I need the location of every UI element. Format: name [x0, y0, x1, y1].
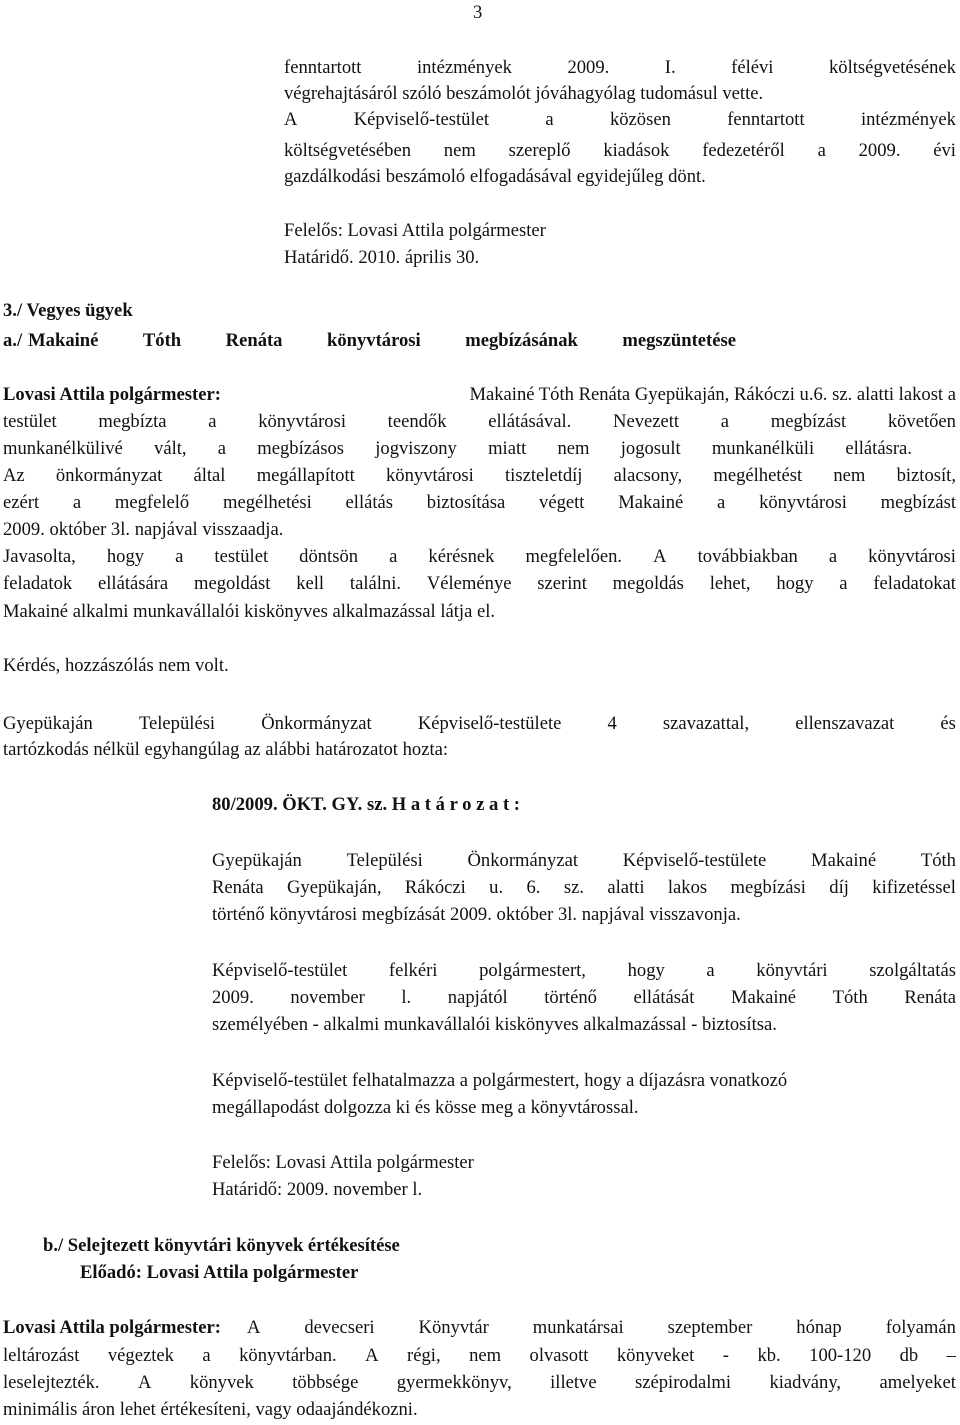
- word: Könyvtár: [418, 1317, 489, 1338]
- word: Tóth: [920, 850, 956, 871]
- word: Makainé: [731, 987, 797, 1008]
- item-b-line-2: [3, 1347, 956, 1366]
- word: hogy: [106, 546, 145, 567]
- word: 2009.: [858, 140, 901, 161]
- speaker-label: Lovasi Attila polgármester:: [3, 384, 221, 405]
- question-line: Kérdés, hozzászólás nem volt.: [3, 655, 229, 676]
- word: fedezetéről: [702, 140, 785, 161]
- word: könyvek: [189, 1372, 254, 1393]
- word: nem: [443, 140, 476, 161]
- word: és: [940, 713, 956, 734]
- word: könyvtári: [756, 960, 828, 981]
- word: a: [545, 109, 554, 130]
- word: fenntartott: [284, 57, 362, 78]
- word: A: [653, 546, 667, 567]
- word: leltározást: [3, 1345, 80, 1366]
- word: intézmények: [860, 109, 956, 130]
- word: polgármestert,: [479, 960, 586, 981]
- word: A: [365, 1345, 379, 1366]
- word: Gyepükaján,: [287, 877, 382, 898]
- top-line-1: [284, 59, 956, 78]
- vote-line-2: tartózkodás nélkül egyhangúlag az alábbi határozatot hozta:: [3, 739, 449, 760]
- word: Makainé: [618, 492, 684, 513]
- word: történő: [544, 987, 597, 1008]
- word: megbízásának: [465, 330, 578, 351]
- resolution-title: 80/2009. ÖKT. GY. sz. H a t á r o z a t :: [212, 794, 520, 815]
- word: napjától: [447, 987, 508, 1008]
- word: -: [722, 1345, 729, 1366]
- word: Az: [3, 465, 25, 486]
- word: intézmények: [416, 57, 512, 78]
- word: megbízta: [98, 411, 167, 432]
- word: könyvtárosi: [327, 330, 421, 351]
- word: amelyeket: [879, 1372, 956, 1393]
- top-line-2: végrehajtásáról szóló beszámolót jóváhagyólag tudomásul vette.: [284, 83, 764, 104]
- word: felkéri: [388, 960, 438, 981]
- word: megfelelő: [114, 492, 190, 513]
- word: A: [137, 1372, 152, 1393]
- word: devecseri: [304, 1317, 375, 1338]
- word: megoldás: [612, 573, 684, 594]
- item-a-prefix: a./: [3, 330, 23, 351]
- top-line-3: [284, 111, 956, 130]
- word: kérésnek: [428, 546, 495, 567]
- word: könyveket: [616, 1345, 695, 1366]
- word: 100-120: [809, 1345, 872, 1366]
- word: a: [839, 573, 848, 594]
- section-title: 3./ Vegyes ügyek: [3, 300, 133, 321]
- word: Települési: [138, 713, 216, 734]
- para-a-line-5: [3, 494, 956, 513]
- word: Önkormányzat: [467, 850, 578, 871]
- word: teendők: [387, 411, 447, 432]
- word: régi,: [407, 1345, 441, 1366]
- word: Nevezett: [613, 411, 680, 432]
- word: megszüntetése: [622, 330, 736, 351]
- word: találni.: [349, 573, 402, 594]
- word: a: [717, 492, 726, 513]
- word: tiszteletdíj: [505, 465, 583, 486]
- word: a: [817, 140, 826, 161]
- item-b-speaker-label: Lovasi Attila polgármester:: [3, 1317, 221, 1338]
- word: megoldást: [193, 573, 271, 594]
- word: A: [284, 109, 298, 130]
- word: –: [946, 1345, 956, 1366]
- word: Települési: [346, 850, 423, 871]
- word: többsége: [292, 1372, 359, 1393]
- word: nem: [833, 465, 866, 486]
- word: 6.: [526, 877, 541, 898]
- resolution-2-line-2: [212, 989, 956, 1008]
- item-a-responsible: Felelős: Lovasi Attila polgármester: [212, 1152, 474, 1173]
- word: díj: [829, 877, 849, 898]
- word: ezért: [3, 492, 40, 513]
- word: Renáta: [225, 330, 283, 351]
- word: szavazattal,: [662, 713, 750, 734]
- vote-line-1: [3, 715, 956, 734]
- word: megbízást: [770, 411, 847, 432]
- word: hogy: [627, 960, 665, 981]
- word: 2009.: [212, 987, 254, 1008]
- word: megbízási: [730, 877, 806, 898]
- word: alatti: [607, 877, 645, 898]
- item-b-line-1-rest: [247, 1319, 956, 1338]
- word: Képviselő-testület: [212, 960, 348, 981]
- word: a: [202, 1345, 211, 1366]
- word: könyvtárosi: [258, 411, 346, 432]
- word: ellátását: [633, 987, 695, 1008]
- word: végeztek: [107, 1345, 174, 1366]
- item-a-deadline: Határidő: 2009. november l.: [212, 1179, 423, 1200]
- word: megélhetést: [713, 465, 803, 486]
- para-a-line-6: 2009. október 3l. napjával visszaadja.: [3, 519, 284, 540]
- item-a-title: [3, 332, 736, 351]
- item-b-line-1: [3, 1319, 956, 1338]
- para-a-line-2: [3, 413, 956, 432]
- resolution-3-line-1: Képviselő-testület felhatalmazza a polgármestert, hogy a díjazásra vonatkozó: [212, 1070, 788, 1091]
- word: a: [706, 960, 715, 981]
- word: a: [175, 546, 184, 567]
- para-b-line-3: Makainé alkalmi munkavállalói kiskönyves alkalmazással látja el.: [3, 601, 496, 622]
- word: munkanélküli: [711, 438, 815, 459]
- word: Makainé: [811, 850, 877, 871]
- resolution-2-line-3: személyében - alkalmi munkavállalói kiskönyves alkalmazással - biztosítsa.: [212, 1014, 777, 1035]
- word: november: [290, 987, 365, 1008]
- para-b-line-1: [3, 548, 956, 567]
- word: Gyepükaján: [3, 713, 93, 734]
- word: ellenszavazat: [795, 713, 895, 734]
- item-b-line-3: [3, 1374, 956, 1393]
- page-number: 3: [473, 2, 483, 23]
- word: könyvtárban.: [239, 1345, 337, 1366]
- word: követően: [887, 411, 956, 432]
- word: Képviselő-testülete: [622, 850, 767, 871]
- word: A: [246, 1317, 261, 1338]
- word: a: [208, 411, 217, 432]
- word: szépirodalmi: [635, 1372, 732, 1393]
- resolution-2-line-1: [212, 962, 956, 981]
- word: 2009.: [567, 57, 610, 78]
- word: hónap: [796, 1317, 842, 1338]
- word: Renáta: [212, 877, 264, 898]
- word: szeptember: [667, 1317, 753, 1338]
- word: szerint: [537, 573, 587, 594]
- word: biztosít,: [896, 465, 956, 486]
- word: u.: [489, 877, 504, 898]
- word: a: [720, 411, 730, 432]
- word: gyermekkönyv,: [396, 1372, 512, 1393]
- word: szereplő: [508, 140, 571, 161]
- word: Képviselő-testület: [353, 109, 490, 130]
- word: 4: [607, 713, 617, 734]
- resolution-1-line-3: történő könyvtárosi megbízását 2009. október 3l. napjával visszavonja.: [212, 904, 741, 925]
- top-line-5: gazdálkodási beszámoló elfogadásával egyidejűleg dönt.: [284, 166, 706, 187]
- word: jogviszony: [375, 438, 457, 459]
- word: vált,: [154, 438, 187, 459]
- para-a-line-3: [3, 440, 912, 459]
- word: megélhetési: [222, 492, 312, 513]
- word: megállapított: [256, 465, 355, 486]
- word: Képviselő-testülete: [417, 713, 562, 734]
- word: költségvetésében: [284, 140, 412, 161]
- word: biztosítása: [426, 492, 506, 513]
- word: ellátására: [97, 573, 169, 594]
- word: folyamán: [885, 1317, 956, 1338]
- word: könyvtárosi: [386, 465, 474, 486]
- word: Véleménye: [426, 573, 512, 594]
- word: évi: [933, 140, 956, 161]
- word: a: [72, 492, 82, 513]
- word: megfelelően.: [525, 546, 623, 567]
- word: l.: [401, 987, 412, 1008]
- word: végett: [539, 492, 585, 513]
- item-a-speaker-line: [3, 386, 956, 405]
- word: a: [217, 438, 227, 459]
- resolution-1-line-1: [212, 852, 956, 871]
- resolution-1-line-2: [212, 879, 956, 898]
- word: olvasott: [529, 1345, 589, 1366]
- word: feladatokat: [873, 573, 956, 594]
- word: feladatok: [3, 573, 73, 594]
- word: közösen: [609, 109, 671, 130]
- word: testület: [3, 411, 57, 432]
- top-line-4: [284, 142, 956, 161]
- word: kifizetéssel: [872, 877, 956, 898]
- word: Rákóczi: [404, 877, 466, 898]
- word: kiadások: [603, 140, 670, 161]
- word: Makainé: [28, 330, 99, 351]
- word: illetve: [550, 1372, 597, 1393]
- word: hogy: [776, 573, 814, 594]
- item-a-title-words: [28, 332, 736, 351]
- word: a: [828, 546, 838, 567]
- word: ellátásával.: [488, 411, 572, 432]
- word: testület: [214, 546, 269, 567]
- word: által: [193, 465, 226, 486]
- word: leselejtezték.: [3, 1372, 100, 1393]
- word: nem: [557, 438, 590, 459]
- para-a-line-4: [3, 467, 956, 486]
- word: költségvetésének: [828, 57, 956, 78]
- word: sz.: [563, 877, 584, 898]
- word: Renáta: [904, 987, 956, 1008]
- word: könyvtárosi: [868, 546, 956, 567]
- word: megbízásos: [257, 438, 345, 459]
- word: Javasolta,: [3, 546, 76, 567]
- word: kell: [296, 573, 325, 594]
- word: kiadvány,: [769, 1372, 842, 1393]
- word: ellátásra.: [845, 438, 912, 459]
- word: db: [899, 1345, 919, 1366]
- word: könyvtárosi: [759, 492, 847, 513]
- word: fenntartott: [727, 109, 805, 130]
- responsible-line: Felelős: Lovasi Attila polgármester: [284, 220, 546, 241]
- word: lakos: [667, 877, 708, 898]
- word: továbbiakban: [697, 546, 798, 567]
- para-b-line-2: [3, 575, 956, 594]
- item-b-presenter: Előadó: Lovasi Attila polgármester: [80, 1262, 359, 1283]
- deadline-line: Határidő. 2010. április 30.: [284, 247, 480, 268]
- word: Tóth: [142, 330, 182, 351]
- word: miatt: [488, 438, 527, 459]
- word: lehet,: [709, 573, 751, 594]
- word: Gyepükaján: [212, 850, 302, 871]
- word: kb.: [757, 1345, 781, 1366]
- word: jogosult: [620, 438, 681, 459]
- item-b-title: b./ Selejtezett könyvtári könyvek értékesítése: [43, 1235, 400, 1256]
- word: nem: [469, 1345, 502, 1366]
- word: munkatársai: [532, 1317, 624, 1338]
- word: alacsony,: [613, 465, 683, 486]
- word: ellátás: [345, 492, 394, 513]
- word: Tóth: [832, 987, 868, 1008]
- word: Önkormányzat: [261, 713, 372, 734]
- word: döntsön: [299, 546, 359, 567]
- word: félévi: [731, 57, 774, 78]
- resolution-3-line-2: megállapodást dolgozza ki és kösse meg a könyvtárossal.: [212, 1097, 639, 1118]
- word: munkanélkülivé: [3, 438, 123, 459]
- word: megbízást: [880, 492, 956, 513]
- word: a: [389, 546, 398, 567]
- word: szolgáltatás: [869, 960, 956, 981]
- speaker-text: Makainé Tóth Renáta Gyepükaján, Rákóczi u.6. sz. alatti lakost a: [469, 384, 956, 405]
- word: I.: [664, 57, 676, 78]
- word: önkormányzat: [55, 465, 163, 486]
- item-b-line-4: minimális áron lehet értékesíteni, vagy odaajándékozni.: [3, 1399, 418, 1420]
